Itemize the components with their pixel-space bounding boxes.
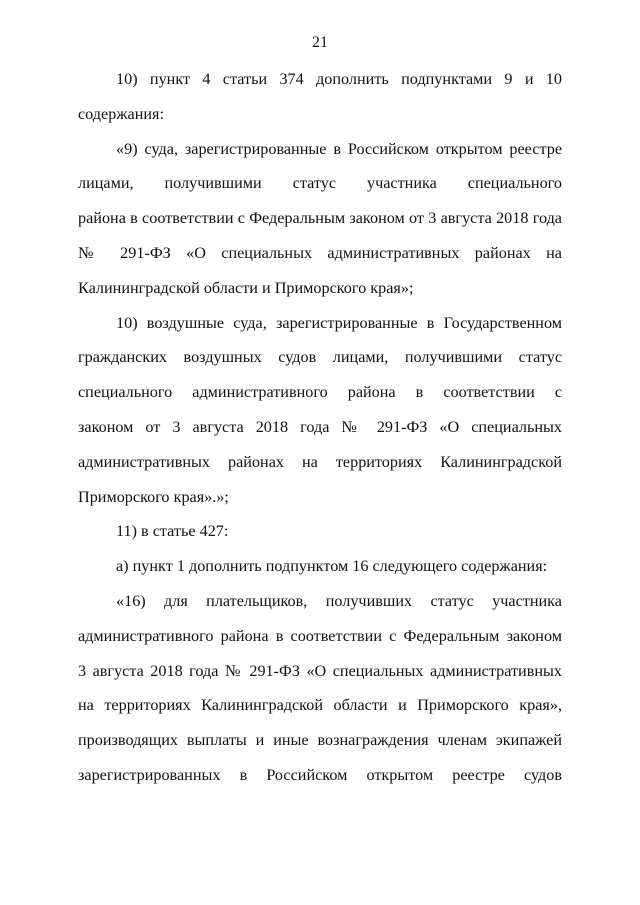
text-line: специального административного района в соответствии с [78, 383, 562, 402]
text-line: производящих выплаты и иные вознаграждения членам экипажей [78, 731, 562, 750]
document-body [78, 62, 562, 793]
text-line: а) пункт 1 дополнить подпунктом 16 следующего содержания: [116, 557, 548, 576]
text-line: гражданских воздушных судов лицами, получившими статус [78, 348, 562, 367]
text-line: лицами, получившими статус участника специального [78, 174, 562, 193]
text-line: 10) воздушные суда, зарегистрированные в Государственном [116, 313, 562, 332]
text-line: содержания: [78, 104, 164, 123]
text-line: № 291-ФЗ «О специальных административных районах на [78, 243, 562, 262]
text-line: «16) для плательщиков, получивших статус участника [116, 591, 562, 610]
text-line: района в соответствии с Федеральным законом от 3 августа 2018 года [78, 209, 562, 228]
text-line: зарегистрированных в Российском открытом реестре судов [78, 765, 562, 784]
text-line: Калининградской области и Приморского края»; [78, 278, 414, 297]
page-number: 21 [312, 34, 328, 51]
text-line: законом от 3 августа 2018 года № 291-ФЗ «О специальных [78, 417, 562, 436]
text-line: «9) суда, зарегистрированные в Российском открытом реестре [116, 139, 562, 158]
text-line: административного района в соответствии с Федеральным законом [78, 626, 562, 645]
text-line: 11) в статье 427: [116, 522, 229, 541]
text-line: Приморского края».»; [78, 487, 229, 506]
text-line: 3 августа 2018 года № 291-ФЗ «О специальных административных [78, 661, 562, 680]
text-line: на территориях Калининградской области и Приморского края», [78, 696, 562, 715]
text-line: административных районах на территориях Калининградской [78, 452, 562, 471]
text-line: 10) пункт 4 статьи 374 дополнить подпунктами 9 и 10 [116, 70, 562, 88]
